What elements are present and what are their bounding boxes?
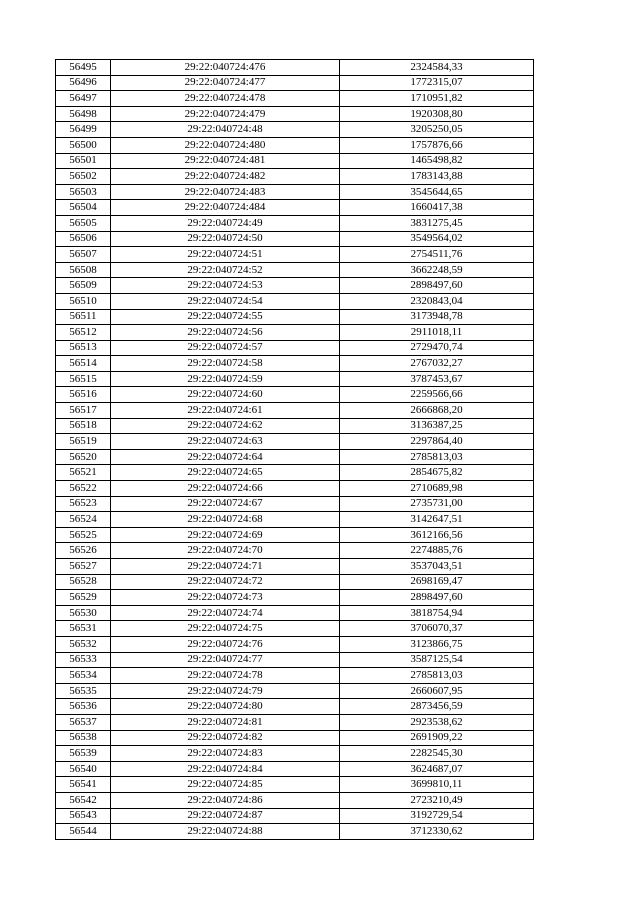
- cadastral-number-cell: 29:22:040724:88: [111, 824, 340, 840]
- cadastral-value-cell: 3699810,11: [340, 777, 534, 793]
- cadastral-value-cell: 2660607,95: [340, 683, 534, 699]
- table-row: [56, 75, 534, 91]
- cadastral-number-cell: 29:22:040724:62: [111, 418, 340, 434]
- cadastral-number-cell: 29:22:040724:479: [111, 106, 340, 122]
- cadastral-number-cell: 29:22:040724:53: [111, 278, 340, 294]
- cadastral-value-cell: 2691909,22: [340, 730, 534, 746]
- cadastral-value-cell: 2282545,30: [340, 746, 534, 762]
- table-row: [56, 278, 534, 294]
- row-number-cell: 56501: [56, 153, 111, 169]
- row-number-cell: 56505: [56, 215, 111, 231]
- row-number-cell: 56534: [56, 668, 111, 684]
- row-number-cell: 56542: [56, 792, 111, 808]
- cadastral-number-cell: 29:22:040724:58: [111, 356, 340, 372]
- row-number-cell: 56514: [56, 356, 111, 372]
- cadastral-number-cell: 29:22:040724:73: [111, 590, 340, 606]
- table-row: [56, 465, 534, 481]
- table-row: [56, 559, 534, 575]
- table-body: [56, 60, 534, 840]
- table-row: [56, 652, 534, 668]
- row-number-cell: 56517: [56, 403, 111, 419]
- table-row: [56, 169, 534, 185]
- table-row: [56, 387, 534, 403]
- table-row: [56, 122, 534, 138]
- table-row: [56, 574, 534, 590]
- table-row: [56, 746, 534, 762]
- table-row: [56, 106, 534, 122]
- row-number-cell: 56506: [56, 231, 111, 247]
- cadastral-number-cell: 29:22:040724:72: [111, 574, 340, 590]
- row-number-cell: 56519: [56, 434, 111, 450]
- row-number-cell: 56499: [56, 122, 111, 138]
- cadastral-value-cell: 3612166,56: [340, 527, 534, 543]
- table-row: [56, 247, 534, 263]
- cadastral-number-cell: 29:22:040724:476: [111, 60, 340, 76]
- table-row: [56, 293, 534, 309]
- cadastral-number-cell: 29:22:040724:77: [111, 652, 340, 668]
- table-row: [56, 309, 534, 325]
- table-row: [56, 215, 534, 231]
- cadastral-number-cell: 29:22:040724:63: [111, 434, 340, 450]
- row-number-cell: 56539: [56, 746, 111, 762]
- table-row: [56, 418, 534, 434]
- row-number-cell: 56540: [56, 761, 111, 777]
- cadastral-number-cell: 29:22:040724:81: [111, 714, 340, 730]
- cadastral-number-cell: 29:22:040724:71: [111, 559, 340, 575]
- row-number-cell: 56531: [56, 621, 111, 637]
- table-row: [56, 481, 534, 497]
- cadastral-number-cell: 29:22:040724:484: [111, 200, 340, 216]
- row-number-cell: 56530: [56, 605, 111, 621]
- table-row: [56, 153, 534, 169]
- cadastral-value-cell: 3662248,59: [340, 262, 534, 278]
- cadastral-value-cell: 3136387,25: [340, 418, 534, 434]
- row-number-cell: 56524: [56, 512, 111, 528]
- row-number-cell: 56502: [56, 169, 111, 185]
- row-number-cell: 56520: [56, 449, 111, 465]
- table-row: [56, 184, 534, 200]
- cadastral-value-cell: 2898497,60: [340, 278, 534, 294]
- cadastral-value-cell: 2274885,76: [340, 543, 534, 559]
- cadastral-number-cell: 29:22:040724:56: [111, 325, 340, 341]
- table-row: [56, 200, 534, 216]
- table-row: [56, 590, 534, 606]
- cadastral-number-cell: 29:22:040724:57: [111, 340, 340, 356]
- cadastral-value-cell: 1783143,88: [340, 169, 534, 185]
- cadastral-value-cell: 3549564,02: [340, 231, 534, 247]
- cadastral-value-cell: 3545644,65: [340, 184, 534, 200]
- row-number-cell: 56508: [56, 262, 111, 278]
- cadastral-value-cell: 2923538,62: [340, 714, 534, 730]
- table-row: [56, 137, 534, 153]
- row-number-cell: 56513: [56, 340, 111, 356]
- cadastral-number-cell: 29:22:040724:75: [111, 621, 340, 637]
- cadastral-value-cell: 2911018,11: [340, 325, 534, 341]
- table-row: [56, 262, 534, 278]
- cadastral-value-cell: 3537043,51: [340, 559, 534, 575]
- cadastral-value-cell: 2324584,33: [340, 60, 534, 76]
- cadastral-number-cell: 29:22:040724:87: [111, 808, 340, 824]
- table-row: [56, 714, 534, 730]
- cadastral-value-cell: 2735731,00: [340, 496, 534, 512]
- cadastral-value-cell: 2754511,76: [340, 247, 534, 263]
- cadastral-number-cell: 29:22:040724:84: [111, 761, 340, 777]
- row-number-cell: 56522: [56, 481, 111, 497]
- row-number-cell: 56512: [56, 325, 111, 341]
- cadastral-value-cell: 3192729,54: [340, 808, 534, 824]
- cadastral-number-cell: 29:22:040724:49: [111, 215, 340, 231]
- cadastral-value-cell: 3123866,75: [340, 636, 534, 652]
- cadastral-number-cell: 29:22:040724:480: [111, 137, 340, 153]
- cadastral-value-cell: 2873456,59: [340, 699, 534, 715]
- table-row: [56, 683, 534, 699]
- cadastral-number-cell: 29:22:040724:78: [111, 668, 340, 684]
- table-row: [56, 356, 534, 372]
- cadastral-number-cell: 29:22:040724:54: [111, 293, 340, 309]
- cadastral-value-cell: 2854675,82: [340, 465, 534, 481]
- cadastral-value-cell: 1920308,80: [340, 106, 534, 122]
- cadastral-value-cell: 3712330,62: [340, 824, 534, 840]
- cadastral-value-cell: 2698169,47: [340, 574, 534, 590]
- cadastral-number-cell: 29:22:040724:65: [111, 465, 340, 481]
- cadastral-value-cell: 3142647,51: [340, 512, 534, 528]
- cadastral-number-cell: 29:22:040724:68: [111, 512, 340, 528]
- row-number-cell: 56526: [56, 543, 111, 559]
- cadastral-value-cell: 2710689,98: [340, 481, 534, 497]
- table-row: [56, 792, 534, 808]
- cadastral-number-cell: 29:22:040724:51: [111, 247, 340, 263]
- row-number-cell: 56504: [56, 200, 111, 216]
- cadastral-value-cell: 3831275,45: [340, 215, 534, 231]
- cadastral-value-cell: 3587125,54: [340, 652, 534, 668]
- cadastral-number-cell: 29:22:040724:61: [111, 403, 340, 419]
- cadastral-number-cell: 29:22:040724:52: [111, 262, 340, 278]
- cadastral-number-cell: 29:22:040724:477: [111, 75, 340, 91]
- row-number-cell: 56509: [56, 278, 111, 294]
- cadastral-number-cell: 29:22:040724:482: [111, 169, 340, 185]
- row-number-cell: 56538: [56, 730, 111, 746]
- cadastral-number-cell: 29:22:040724:50: [111, 231, 340, 247]
- row-number-cell: 56516: [56, 387, 111, 403]
- row-number-cell: 56500: [56, 137, 111, 153]
- table-row: [56, 91, 534, 107]
- row-number-cell: 56541: [56, 777, 111, 793]
- table-row: [56, 621, 534, 637]
- cadastral-value-cell: 1757876,66: [340, 137, 534, 153]
- cadastral-value-cell: 3173948,78: [340, 309, 534, 325]
- cadastral-number-cell: 29:22:040724:85: [111, 777, 340, 793]
- cadastral-value-cell: 1465498,82: [340, 153, 534, 169]
- cadastral-value-cell: 3706070,37: [340, 621, 534, 637]
- cadastral-number-cell: 29:22:040724:69: [111, 527, 340, 543]
- cadastral-number-cell: 29:22:040724:483: [111, 184, 340, 200]
- cadastral-value-cell: 2767032,27: [340, 356, 534, 372]
- cadastral-number-cell: 29:22:040724:86: [111, 792, 340, 808]
- table-row: [56, 808, 534, 824]
- cadastral-number-cell: 29:22:040724:82: [111, 730, 340, 746]
- row-number-cell: 56507: [56, 247, 111, 263]
- cadastral-number-cell: 29:22:040724:59: [111, 371, 340, 387]
- table-row: [56, 605, 534, 621]
- cadastral-value-cell: 3787453,67: [340, 371, 534, 387]
- cadastral-number-cell: 29:22:040724:60: [111, 387, 340, 403]
- row-number-cell: 56537: [56, 714, 111, 730]
- row-number-cell: 56525: [56, 527, 111, 543]
- table-row: [56, 496, 534, 512]
- table-row: [56, 730, 534, 746]
- cadastral-number-cell: 29:22:040724:66: [111, 481, 340, 497]
- cadastral-value-cell: 2666868,20: [340, 403, 534, 419]
- table-row: [56, 371, 534, 387]
- row-number-cell: 56544: [56, 824, 111, 840]
- row-number-cell: 56527: [56, 559, 111, 575]
- cadastral-number-cell: 29:22:040724:55: [111, 309, 340, 325]
- row-number-cell: 56497: [56, 91, 111, 107]
- table-row: [56, 824, 534, 840]
- row-number-cell: 56528: [56, 574, 111, 590]
- row-number-cell: 56521: [56, 465, 111, 481]
- table-row: [56, 403, 534, 419]
- row-number-cell: 56495: [56, 60, 111, 76]
- cadastral-value-table: [55, 59, 534, 840]
- cadastral-value-cell: 1772315,07: [340, 75, 534, 91]
- table-row: [56, 449, 534, 465]
- cadastral-value-cell: 3818754,94: [340, 605, 534, 621]
- cadastral-value-cell: 3205250,05: [340, 122, 534, 138]
- table-row: [56, 434, 534, 450]
- row-number-cell: 56511: [56, 309, 111, 325]
- row-number-cell: 56496: [56, 75, 111, 91]
- cadastral-number-cell: 29:22:040724:481: [111, 153, 340, 169]
- cadastral-number-cell: 29:22:040724:74: [111, 605, 340, 621]
- row-number-cell: 56503: [56, 184, 111, 200]
- cadastral-value-cell: 2785813,03: [340, 668, 534, 684]
- row-number-cell: 56515: [56, 371, 111, 387]
- table-row: [56, 60, 534, 76]
- row-number-cell: 56543: [56, 808, 111, 824]
- row-number-cell: 56535: [56, 683, 111, 699]
- cadastral-value-cell: 2320843,04: [340, 293, 534, 309]
- cadastral-number-cell: 29:22:040724:76: [111, 636, 340, 652]
- cadastral-number-cell: 29:22:040724:80: [111, 699, 340, 715]
- cadastral-value-cell: 2785813,03: [340, 449, 534, 465]
- table-row: [56, 527, 534, 543]
- cadastral-value-cell: 1660417,38: [340, 200, 534, 216]
- row-number-cell: 56523: [56, 496, 111, 512]
- row-number-cell: 56518: [56, 418, 111, 434]
- cadastral-value-cell: 2898497,60: [340, 590, 534, 606]
- table-row: [56, 668, 534, 684]
- table-row: [56, 543, 534, 559]
- table-row: [56, 340, 534, 356]
- cadastral-value-cell: 2723210,49: [340, 792, 534, 808]
- cadastral-value-cell: 2297864,40: [340, 434, 534, 450]
- row-number-cell: 56533: [56, 652, 111, 668]
- table-row: [56, 761, 534, 777]
- table-row: [56, 777, 534, 793]
- table-row: [56, 636, 534, 652]
- table-row: [56, 512, 534, 528]
- table-row: [56, 325, 534, 341]
- cadastral-value-cell: 2259566,66: [340, 387, 534, 403]
- table-row: [56, 231, 534, 247]
- cadastral-value-cell: 1710951,82: [340, 91, 534, 107]
- cadastral-value-cell: 2729470,74: [340, 340, 534, 356]
- row-number-cell: 56536: [56, 699, 111, 715]
- row-number-cell: 56510: [56, 293, 111, 309]
- cadastral-number-cell: 29:22:040724:83: [111, 746, 340, 762]
- cadastral-number-cell: 29:22:040724:79: [111, 683, 340, 699]
- row-number-cell: 56529: [56, 590, 111, 606]
- row-number-cell: 56532: [56, 636, 111, 652]
- cadastral-number-cell: 29:22:040724:64: [111, 449, 340, 465]
- row-number-cell: 56498: [56, 106, 111, 122]
- cadastral-number-cell: 29:22:040724:478: [111, 91, 340, 107]
- cadastral-number-cell: 29:22:040724:67: [111, 496, 340, 512]
- table-row: [56, 699, 534, 715]
- cadastral-number-cell: 29:22:040724:70: [111, 543, 340, 559]
- cadastral-number-cell: 29:22:040724:48: [111, 122, 340, 138]
- cadastral-value-cell: 3624687,07: [340, 761, 534, 777]
